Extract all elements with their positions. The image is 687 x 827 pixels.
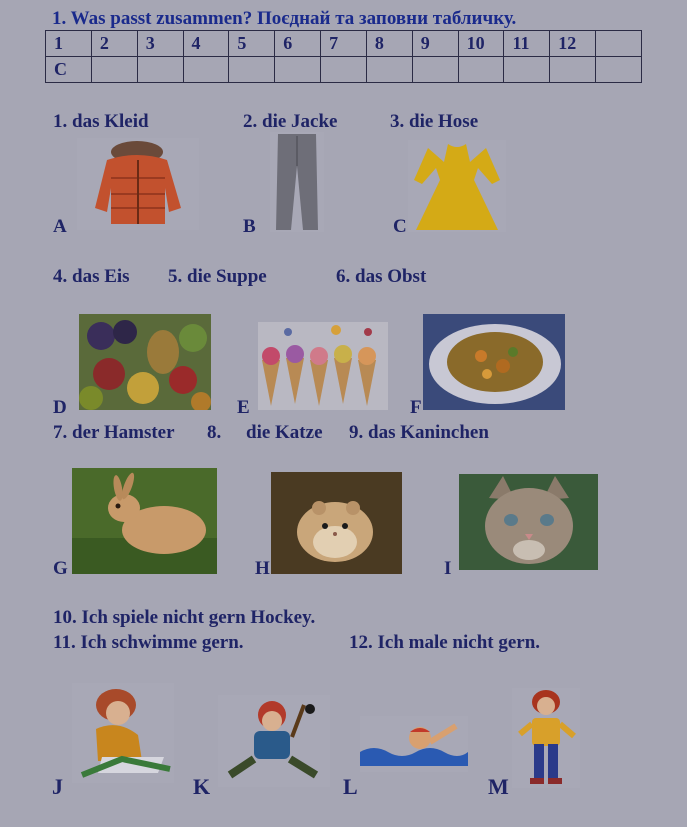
option-letter-h: H <box>255 558 270 579</box>
answer-cell[interactable] <box>275 57 321 83</box>
table-cell: 6 <box>275 31 321 57</box>
answer-cell[interactable] <box>412 57 458 83</box>
table-cell: 9 <box>412 31 458 57</box>
table-cell: 12 <box>550 31 596 57</box>
answer-cell[interactable] <box>366 57 412 83</box>
item-label-11: 11. Ich schwimme gern. <box>53 632 244 653</box>
fruit-image <box>79 314 211 410</box>
item-label-8: 8. <box>207 422 222 443</box>
dress-image <box>408 140 506 232</box>
table-cell: 1 <box>46 31 92 57</box>
answer-cell[interactable] <box>504 57 550 83</box>
hamster-image <box>271 472 402 574</box>
option-letter-g: G <box>53 558 68 579</box>
answer-cell[interactable] <box>321 57 367 83</box>
answer-cell[interactable] <box>137 57 183 83</box>
answer-table <box>45 30 642 83</box>
table-cell <box>596 31 642 57</box>
answer-cell[interactable] <box>229 57 275 83</box>
table-cell: 5 <box>229 31 275 57</box>
table-cell: 4 <box>183 31 229 57</box>
option-letter-l: L <box>343 774 358 799</box>
item-label-8-text: die Katze <box>246 422 323 443</box>
item-label-2: 2. die Jacke <box>243 111 338 132</box>
item-label-3: 3. die Hose <box>390 111 479 132</box>
trousers-image <box>270 132 324 232</box>
item-label-1: 1. das Kleid <box>53 111 149 132</box>
boy-swimming-image <box>360 716 468 772</box>
answer-cell[interactable] <box>91 57 137 83</box>
option-letter-a: A <box>53 216 67 237</box>
option-letter-d: D <box>53 397 67 418</box>
table-answer-row <box>46 57 642 83</box>
item-label-6: 6. das Obst <box>336 266 427 287</box>
table-cell: 7 <box>321 31 367 57</box>
table-header-row <box>46 31 642 57</box>
rabbit-image <box>72 468 217 574</box>
cat-image <box>459 474 598 570</box>
answer-cell[interactable] <box>550 57 596 83</box>
jacket-image <box>77 138 199 230</box>
table-cell: 2 <box>91 31 137 57</box>
table-cell: C <box>46 57 92 83</box>
table-cell: 10 <box>458 31 504 57</box>
item-label-5: 5. die Suppe <box>168 266 267 287</box>
option-letter-i: I <box>444 558 452 579</box>
task-title: 1. Was passt zusammen? Поєднай та заповни табличку. <box>52 8 517 29</box>
girl-phone-image <box>512 688 580 788</box>
item-label-7: 7. der Hamster <box>53 422 175 443</box>
table-cell: 8 <box>366 31 412 57</box>
answer-cell[interactable] <box>596 57 642 83</box>
answer-cell[interactable] <box>458 57 504 83</box>
soup-image <box>423 314 565 410</box>
option-letter-e: E <box>237 397 250 418</box>
option-letter-j: J <box>52 774 63 799</box>
item-label-10: 10. Ich spiele nicht gern Hockey. <box>53 607 316 628</box>
option-letter-m: M <box>488 774 509 799</box>
girl-drawing-image <box>72 683 174 783</box>
option-letter-k: K <box>193 774 211 799</box>
option-letter-c: C <box>393 216 407 237</box>
ice-cream-image <box>258 322 388 410</box>
item-label-4: 4. das Eis <box>53 266 130 287</box>
item-label-9: 9. das Kaninchen <box>349 422 489 443</box>
item-label-12: 12. Ich male nicht gern. <box>349 632 541 653</box>
table-cell: 11 <box>504 31 550 57</box>
boy-hockey-image <box>218 695 330 787</box>
option-letter-f: F <box>410 397 422 418</box>
option-letter-b: B <box>243 216 256 237</box>
table-cell: 3 <box>137 31 183 57</box>
answer-cell[interactable] <box>183 57 229 83</box>
